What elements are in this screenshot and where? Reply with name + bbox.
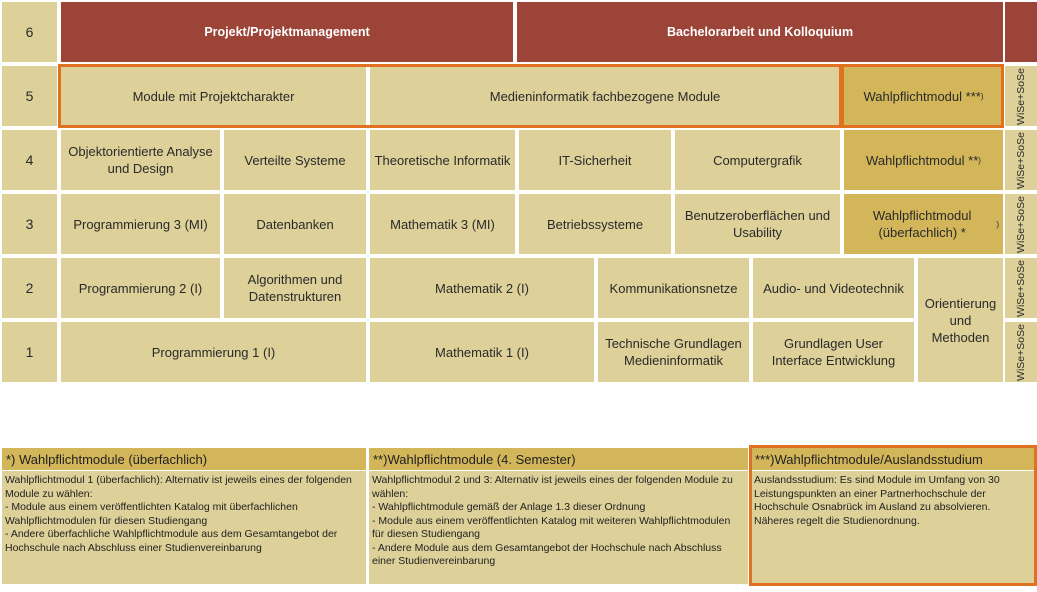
module-technische-grundlagen: Technische Grundlagen Medieninformatik: [598, 322, 749, 382]
note-1-body: [2, 471, 366, 584]
module-mathematik-2: Mathematik 2 (I): [370, 258, 594, 318]
module-mathematik-3: Mathematik 3 (MI): [370, 194, 515, 254]
semester-6-label: 6: [2, 2, 57, 62]
note-1-line-1: Wahlpflichtmodul 1 (überfachlich): Alternativ ist jeweils eines der folgenden Module zu wählen:: [5, 474, 352, 500]
module-ooad: Objektorientierte Analyse und Design: [61, 130, 220, 190]
note-1-line-3: - Andere überfachliche Wahlpflichtmodule aus dem Gesamtangebot der Hochschule nach Abschluss einer Studienvereinbarung: [5, 528, 338, 554]
note-2-line-1: Wahlpflichtmodul 2 und 3: Alternativ ist jeweils eines der folgenden Module zu wählen:: [372, 474, 733, 500]
module-verteilte-systeme: Verteilte Systeme: [224, 130, 366, 190]
row5-side-text: WiSe+SoSe: [1014, 67, 1027, 125]
row5-wise-sose: [1005, 66, 1037, 126]
module-programmierung-1: Programmierung 1 (I): [61, 322, 366, 382]
module-mathematik-1: Mathematik 1 (I): [370, 322, 594, 382]
module-projektcharakter: Module mit Projektcharakter: [61, 66, 366, 126]
wahlpflicht-row3-text: Wahlpflichtmodul (überfachlich) *: [872, 208, 972, 240]
bachelorarbeit-kolloquium: Bachelorarbeit und Kolloquium: [517, 2, 1003, 62]
note-2-body: [369, 471, 748, 584]
module-orientierung-methoden: Orientierung und Methoden: [918, 258, 1003, 382]
wahlpflicht-row5-text: Wahlpflichtmodul ***: [863, 88, 981, 104]
row2-wise-sose: [1005, 258, 1037, 318]
wahlpflicht-row3-sup: ): [996, 219, 999, 229]
note-1-line-2: - Module aus einem veröffentlichten Katalog mit überfachlichen Wahlpflichtmodulen für diesen Studiengang: [5, 501, 298, 527]
note-2-title: **)Wahlpflichtmodule (4. Semester): [369, 448, 748, 470]
semester-2-label: 2: [2, 258, 57, 318]
module-medieninformatik-fachbezogen: Medieninformatik fachbezogene Module: [370, 66, 840, 126]
module-benutzeroberflaechen: Benutzeroberflächen und Usability: [675, 194, 840, 254]
row1-side-text: WiSe+SoSe: [1014, 323, 1027, 381]
note-1-title: *) Wahlpflichtmodule (überfachlich): [2, 448, 366, 470]
semester-5-label: 5: [2, 66, 57, 126]
module-audio-videotechnik: Audio- und Videotechnik: [753, 258, 914, 318]
note-3-body: [751, 471, 1035, 584]
wahlpflicht-row4-sup: ): [978, 155, 981, 165]
module-datenbanken: Datenbanken: [224, 194, 366, 254]
semester-1-label: 1: [2, 322, 57, 382]
wahlpflichtmodul-row5: [844, 66, 1003, 126]
row4-wise-sose: [1005, 130, 1037, 190]
row3-wise-sose: [1005, 194, 1037, 254]
wahlpflicht-row4-text: Wahlpflichtmodul **: [866, 152, 979, 168]
note-3-line-1: Auslandsstudium: Es sind Module im Umfang von 30 Leistungspunkten an einer Partnerhochschule der Hochschule Osnabrück im Ausland zu absolvieren. Näheres regelt die Studienordnung.: [754, 474, 1000, 527]
row1-wise-sose: [1005, 322, 1037, 382]
module-it-sicherheit: IT-Sicherheit: [519, 130, 671, 190]
note-2-line-4: - Andere Module aus dem Gesamtangebot der Hochschule nach Abschluss einer Studienvereinbarung: [372, 541, 722, 567]
note-2-line-2: - Wahlpflichtmodule gemäß der Anlage 1.3 dieser Ordnung: [372, 501, 646, 513]
module-programmierung-2: Programmierung 2 (I): [61, 258, 220, 318]
semester-3-label: 3: [2, 194, 57, 254]
wahlpflichtmodul-row3: [844, 194, 1003, 254]
note-3-title: ***)Wahlpflichtmodule/Auslandsstudium: [751, 448, 1035, 470]
module-algorithmen: Algorithmen und Datenstrukturen: [224, 258, 366, 318]
row6-side-block: [1005, 2, 1037, 62]
module-kommunikationsnetze: Kommunikationsnetze: [598, 258, 749, 318]
row4-side-text: WiSe+SoSe: [1014, 131, 1027, 189]
note-2-line-3: - Module aus einem veröffentlichten Katalog mit weiteren Wahlpflichtmodulen für diesen Studiengang: [372, 514, 731, 540]
module-betriebssysteme: Betriebssysteme: [519, 194, 671, 254]
wahlpflicht-row5-sup: ): [980, 91, 984, 101]
module-grundlagen-ui: Grundlagen User Interface Entwicklung: [753, 322, 914, 382]
wahlpflichtmodul-row4: [844, 130, 1003, 190]
module-computergrafik: Computergrafik: [675, 130, 840, 190]
projekt-projektmanagement: Projekt/Projektmanagement: [61, 2, 513, 62]
module-theoretische-informatik: Theoretische Informatik: [370, 130, 515, 190]
row2-side-text: WiSe+SoSe: [1014, 259, 1027, 317]
module-programmierung-3: Programmierung 3 (MI): [61, 194, 220, 254]
row3-side-text: WiSe+SoSe: [1014, 195, 1027, 253]
semester-4-label: 4: [2, 130, 57, 190]
